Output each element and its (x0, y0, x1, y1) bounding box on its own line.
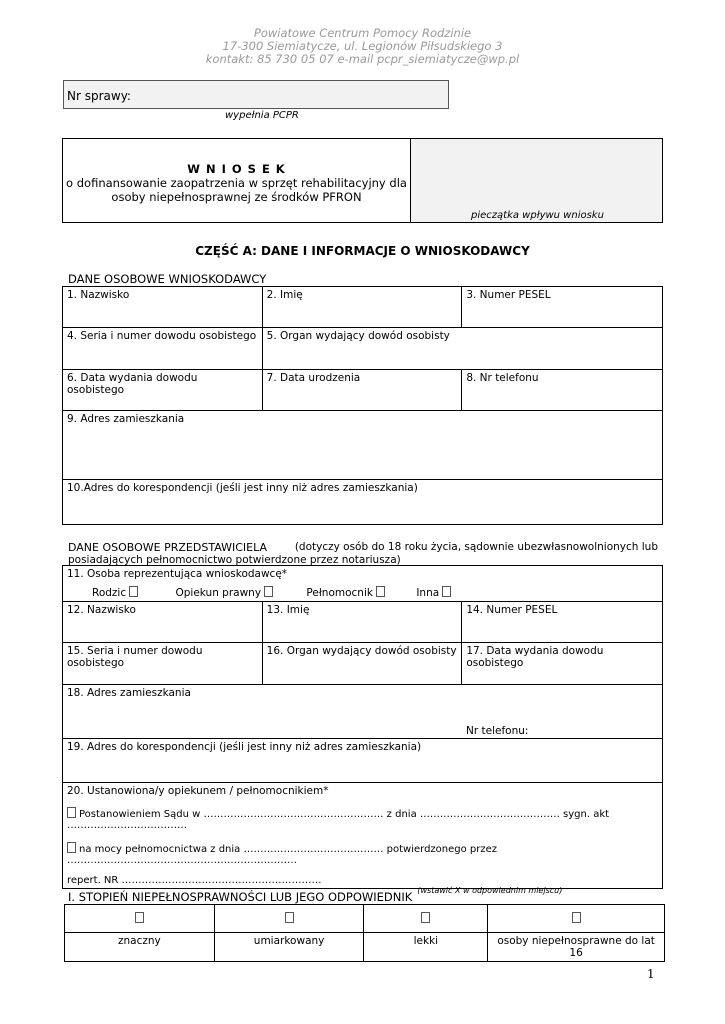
option-opiekun: Opiekun prawny (175, 587, 262, 599)
rep-phone-label: Nr telefonu: (466, 725, 529, 737)
disability-label-znaczny: znaczny (65, 933, 215, 962)
header-line-2: 17-300 Siemiatycze, ul. Legionów Piłsudskiego 3 (222, 39, 503, 53)
application-heading: W N I O S E K (187, 162, 286, 176)
title-line-2: osoby niepełnosprawnej ze środków PFRON (111, 190, 362, 204)
representative-type-label: 11. Osoba reprezentująca wnioskodawcę* (67, 568, 288, 580)
checkbox-rodzic[interactable] (129, 586, 138, 597)
checkbox-opiekun[interactable] (264, 586, 273, 597)
field-first-name[interactable]: 2. Imię (262, 287, 462, 328)
representative-heading (68, 541, 658, 567)
field-rep-id-issuer[interactable]: 16. Organ wydający dowód osobisty (262, 643, 462, 685)
part-a-heading: CZĘŚĆ A: DANE I INFORMACJE O WNIOSKODAWCY (195, 244, 530, 258)
field-rep-id-issue-date[interactable]: 17. Data wydania dowodu osobistego (462, 643, 663, 685)
power-of-attorney-text: na mocy pełnomocnictwa z dnia …………………………………… potwierdzonego przez …………………………………………………………… (67, 844, 498, 866)
field-rep-address[interactable] (63, 685, 663, 739)
case-number-note: wypełnia PCPR (225, 110, 299, 121)
option-inna: Inna (416, 587, 440, 599)
field-id-number[interactable]: 4. Seria i numer dowodu osobistego (63, 328, 263, 370)
field-phone[interactable]: 8. Nr telefonu (462, 370, 663, 411)
field-rep-id-number[interactable]: 15. Seria i numer dowodu osobistego (63, 643, 263, 685)
field-pesel[interactable]: 3. Numer PESEL (462, 287, 663, 328)
disability-box-umiarkowany[interactable] (214, 905, 364, 933)
disability-label-lekki: lekki (364, 933, 488, 962)
representative-note-2: posiadających pełnomocnictwo potwierdzone przez notariusza) (68, 554, 401, 566)
field-rep-first-name[interactable]: 13. Imię (262, 602, 462, 643)
checkbox-inna[interactable] (442, 586, 451, 597)
disability-label-under-16: osoby niepełnosprawne do lat 16 (488, 933, 665, 962)
field-correspondence-address[interactable]: 10.Adres do korespondencji (jeśli jest inny niż adres zamieszkania) (63, 480, 663, 525)
applicant-table (62, 286, 663, 525)
title-line-1: o dofinansowanie zaopatrzenia w sprzęt rehabilitacyjny dla (66, 176, 407, 190)
field-representative-type (63, 566, 663, 602)
representative-note-1: (dotyczy osób do 18 roku życia, sądownie ubezwłasnowolnionych lub (294, 541, 658, 553)
field-id-issuer[interactable]: 5. Organ wydający dowód osobisty (262, 328, 662, 370)
field-rep-pesel[interactable]: 14. Numer PESEL (462, 602, 663, 643)
disability-box-znaczny[interactable] (65, 905, 215, 933)
stamp-label: pieczątka wpływu wniosku (471, 210, 604, 221)
checkbox-pelnomocnik[interactable] (376, 586, 385, 597)
case-number-field[interactable] (63, 80, 449, 109)
field-appointment (63, 783, 663, 889)
title-box (62, 138, 411, 223)
field-rep-surname[interactable]: 12. Nazwisko (63, 602, 263, 643)
applicant-heading: DANE OSOBOWE WNIOSKODAWCY (68, 272, 267, 286)
disability-label-umiarkowany: umiarkowany (214, 933, 364, 962)
disability-heading-row (68, 886, 562, 905)
field-address[interactable]: 9. Adres zamieszkania (63, 411, 663, 480)
header-line-1: Powiatowe Centrum Pomocy Rodzinie (253, 26, 472, 40)
court-order-text: Postanowieniem Sądu w ……………………………………………… z dnia …………………………………… sygn. akt ……………………………… (67, 809, 610, 831)
representative-table (62, 565, 663, 889)
representative-title: DANE OSOBOWE PRZEDSTAWICIELA (68, 541, 268, 554)
rep-address-label: 18. Adres zamieszkania (67, 687, 191, 699)
repert-number: repert. NR …………………………………………………… (67, 875, 322, 886)
field-birth-date[interactable]: 7. Data urodzenia (262, 370, 462, 411)
page-number: 1 (647, 967, 655, 981)
disability-heading: I. STOPIEŃ NIEPEŁNOSPRAWNOŚCI LUB JEGO ODPOWIEDNIK (68, 890, 413, 904)
disability-box-under-16[interactable] (488, 905, 665, 933)
field-id-issue-date[interactable]: 6. Data wydania dowodu osobistego (63, 370, 263, 411)
checkbox-power-of-attorney[interactable] (67, 842, 76, 853)
stamp-box (410, 138, 663, 223)
field-rep-correspondence-address[interactable]: 19. Adres do korespondencji (jeśli jest inny niż adres zamieszkania) (63, 739, 663, 783)
disability-table (64, 904, 665, 962)
field-surname[interactable]: 1. Nazwisko (63, 287, 263, 328)
header-line-3: kontakt: 85 730 05 07 e-mail pcpr_siemiatycze@wp.pl (205, 52, 520, 66)
disability-note: (wstawić X w odpowiednim miejscu) (417, 886, 563, 895)
checkbox-court-order[interactable] (67, 807, 76, 818)
option-pelnomocnik: Pełnomocnik (306, 587, 373, 599)
appointment-label: 20. Ustanowiona/y opiekunem / pełnomocnikiem* (67, 785, 329, 797)
disability-box-lekki[interactable] (364, 905, 488, 933)
case-number-label: Nr sprawy: (67, 89, 131, 103)
option-rodzic: Rodzic (92, 587, 127, 599)
